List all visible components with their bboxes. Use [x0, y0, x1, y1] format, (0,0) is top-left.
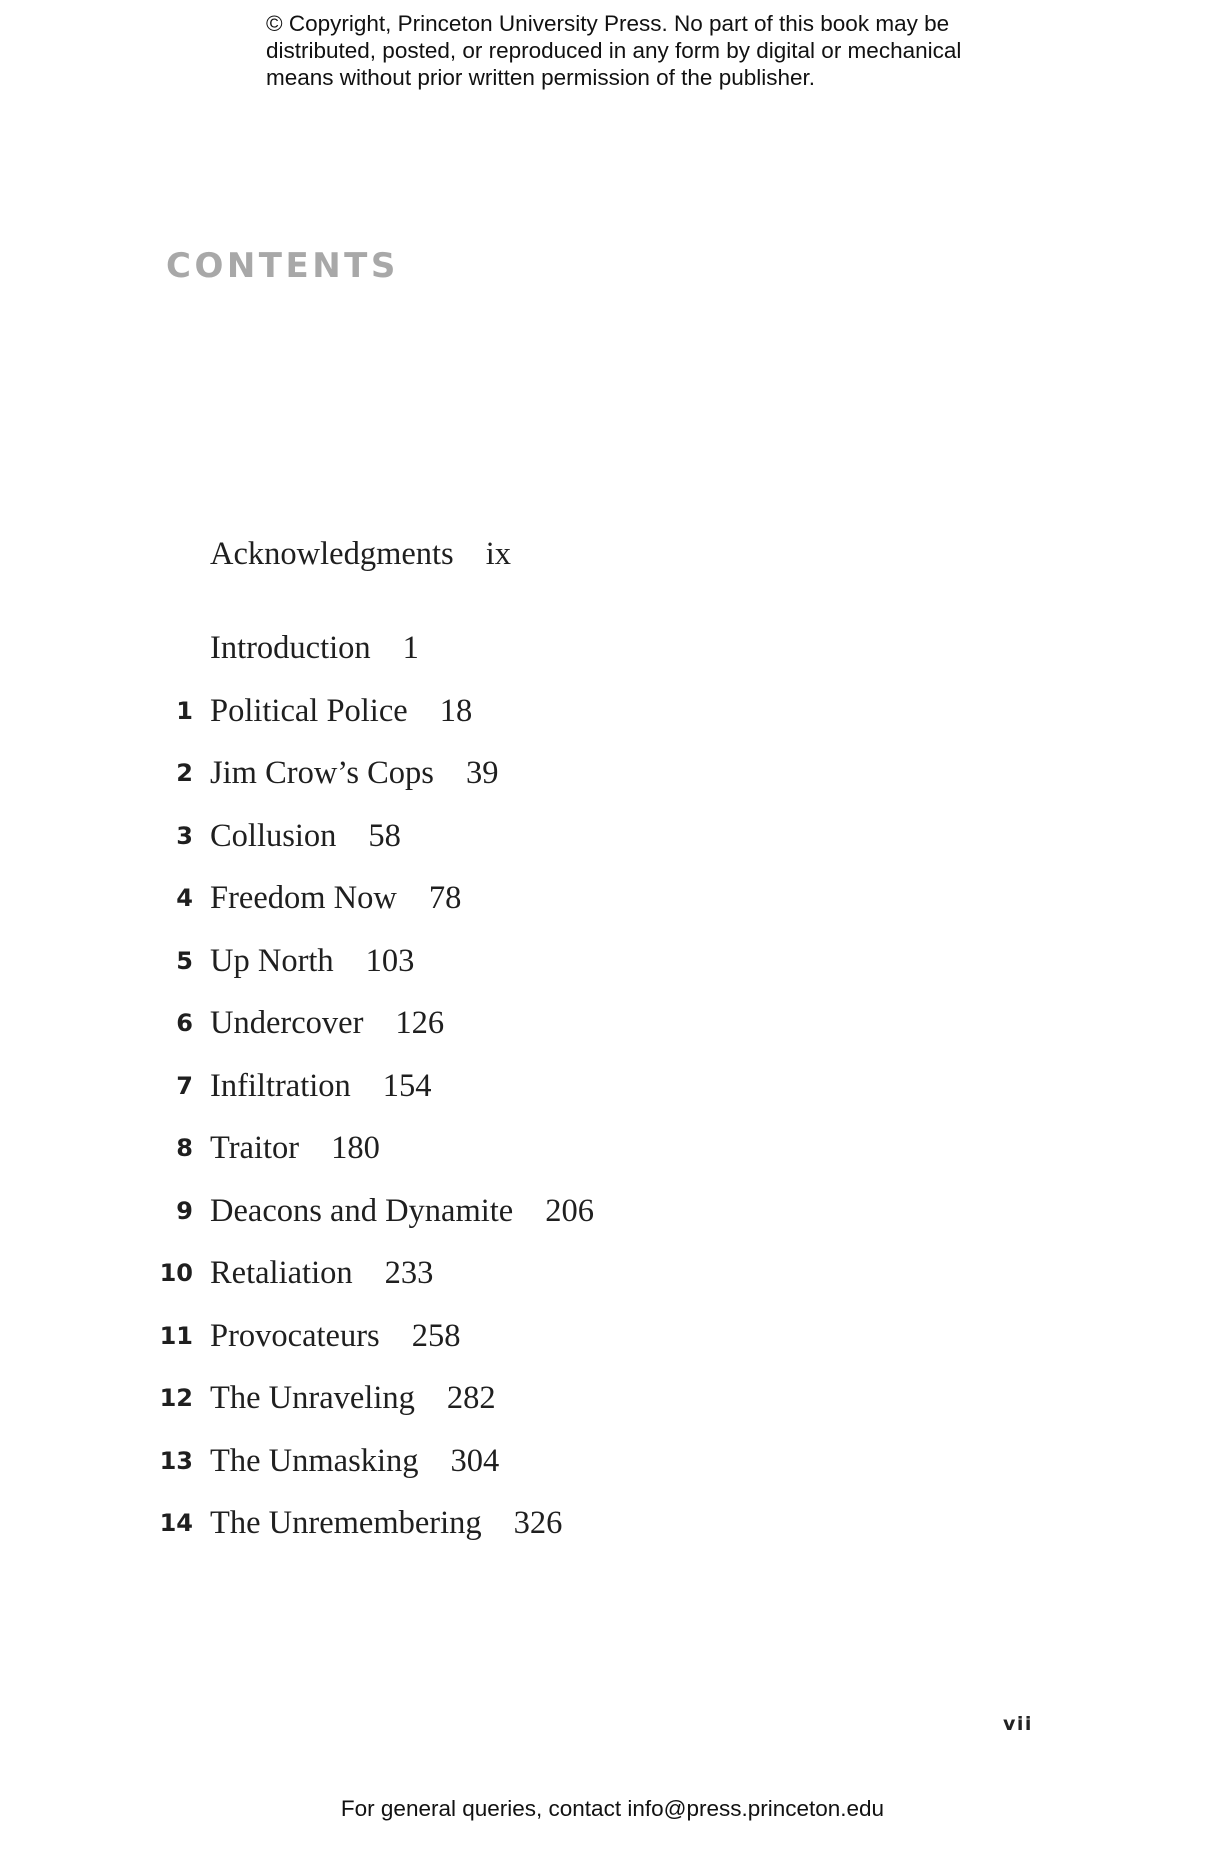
toc-page-number: 154	[382, 1068, 432, 1104]
toc-page-number: 233	[384, 1255, 434, 1291]
chapter-number: 2	[176, 759, 193, 787]
toc-entry-acknowledgments[interactable]	[0, 536, 1225, 576]
toc-title	[210, 1505, 562, 1542]
toc-title	[210, 1068, 432, 1105]
toc-title	[210, 818, 401, 855]
toc-page-number: 258	[411, 1318, 461, 1354]
toc-title-text: Infiltration	[210, 1068, 351, 1104]
toc-page-number: 126	[395, 1005, 445, 1041]
copyright-notice	[266, 10, 1046, 91]
chapter-number: 13	[159, 1447, 193, 1475]
chapter-number: 12	[159, 1384, 193, 1412]
chapter-number: 3	[176, 822, 193, 850]
toc-title-text: The Unremembering	[210, 1505, 482, 1541]
toc-title	[210, 1380, 496, 1417]
toc-page-number: 18	[439, 693, 473, 729]
toc-title-text: Deacons and Dynamite	[210, 1193, 514, 1229]
toc-entry-chapter-4[interactable]	[0, 880, 1225, 920]
toc-entry-chapter-3[interactable]	[0, 818, 1225, 858]
toc-entry-chapter-7[interactable]	[0, 1068, 1225, 1108]
chapter-number: 14	[159, 1509, 193, 1537]
toc-page-number: 206	[545, 1193, 594, 1229]
toc-entry-chapter-11[interactable]	[0, 1318, 1225, 1358]
toc-title	[210, 1193, 594, 1230]
toc-title	[210, 1130, 380, 1167]
chapter-number: 7	[176, 1072, 193, 1100]
toc-title-text: The Unmasking	[210, 1443, 419, 1479]
toc-entry-chapter-9[interactable]	[0, 1193, 1225, 1233]
toc-page-number: 58	[368, 818, 401, 854]
toc-title-text: Up North	[210, 943, 334, 979]
toc-page-number: 103	[365, 943, 415, 979]
toc-entry-chapter-14[interactable]	[0, 1505, 1225, 1545]
chapter-number: 5	[176, 947, 193, 975]
page-folio: vii	[1003, 1713, 1033, 1735]
toc-title	[210, 630, 419, 667]
toc-title-text: Political Police	[210, 693, 408, 729]
toc-page-number: 282	[446, 1380, 496, 1416]
toc-title	[210, 1318, 460, 1355]
toc-title-text: Traitor	[210, 1130, 300, 1166]
toc-title-text: Acknowledgments	[210, 536, 454, 572]
toc-entry-chapter-6[interactable]	[0, 1005, 1225, 1045]
toc-page-number: 1	[402, 630, 419, 666]
toc-title-text: Retaliation	[210, 1255, 353, 1291]
toc-title-text: Undercover	[210, 1005, 364, 1041]
toc-entry-introduction[interactable]	[0, 630, 1225, 670]
toc-title-text: Introduction	[210, 630, 371, 666]
toc-title-text: The Unraveling	[210, 1380, 415, 1416]
toc-entry-chapter-13[interactable]	[0, 1443, 1225, 1483]
toc-page-number: ix	[485, 536, 511, 572]
toc-title	[210, 1005, 444, 1042]
copyright-line: © Copyright, Princeton University Press. No part of this book may be	[266, 11, 950, 36]
toc-page-number: 326	[513, 1505, 563, 1541]
toc-title-text: Freedom Now	[210, 880, 397, 916]
toc-entry-chapter-8[interactable]	[0, 1130, 1225, 1170]
chapter-number: 10	[159, 1259, 193, 1287]
toc-entry-chapter-12[interactable]	[0, 1380, 1225, 1420]
toc-title	[210, 755, 498, 792]
toc-title	[210, 693, 472, 730]
toc-title	[210, 1255, 433, 1292]
toc-entry-chapter-10[interactable]	[0, 1255, 1225, 1295]
chapter-number: 4	[176, 884, 193, 912]
chapter-number: 6	[176, 1009, 193, 1037]
toc-title-text: Provocateurs	[210, 1318, 380, 1354]
contents-heading: CONTENTS	[166, 246, 399, 286]
chapter-number: 11	[159, 1322, 193, 1350]
toc-entry-chapter-2[interactable]	[0, 755, 1225, 795]
chapter-number: 9	[176, 1197, 193, 1225]
toc-title	[210, 943, 414, 980]
chapter-number: 1	[176, 697, 193, 725]
toc-page-number: 78	[428, 880, 462, 916]
copyright-line: means without prior written permission of the publisher.	[266, 65, 816, 90]
toc-title	[210, 536, 511, 573]
toc-title-text: Collusion	[210, 818, 337, 854]
toc-title	[210, 880, 461, 917]
footer-contact: For general queries, contact info@press.princeton.edu	[340, 1796, 885, 1821]
toc-entry-chapter-5[interactable]	[0, 943, 1225, 983]
chapter-number: 8	[176, 1134, 193, 1162]
copyright-line: distributed, posted, or reproduced in any form by digital or mechanical	[266, 38, 962, 63]
toc-page-number: 304	[450, 1443, 500, 1479]
toc-entry-chapter-1[interactable]	[0, 693, 1225, 733]
toc-title	[210, 1443, 499, 1480]
toc-page-number: 180	[331, 1130, 380, 1166]
toc-page-number: 39	[465, 755, 499, 791]
toc-title-text: Jim Crow’s Cops	[210, 755, 434, 791]
